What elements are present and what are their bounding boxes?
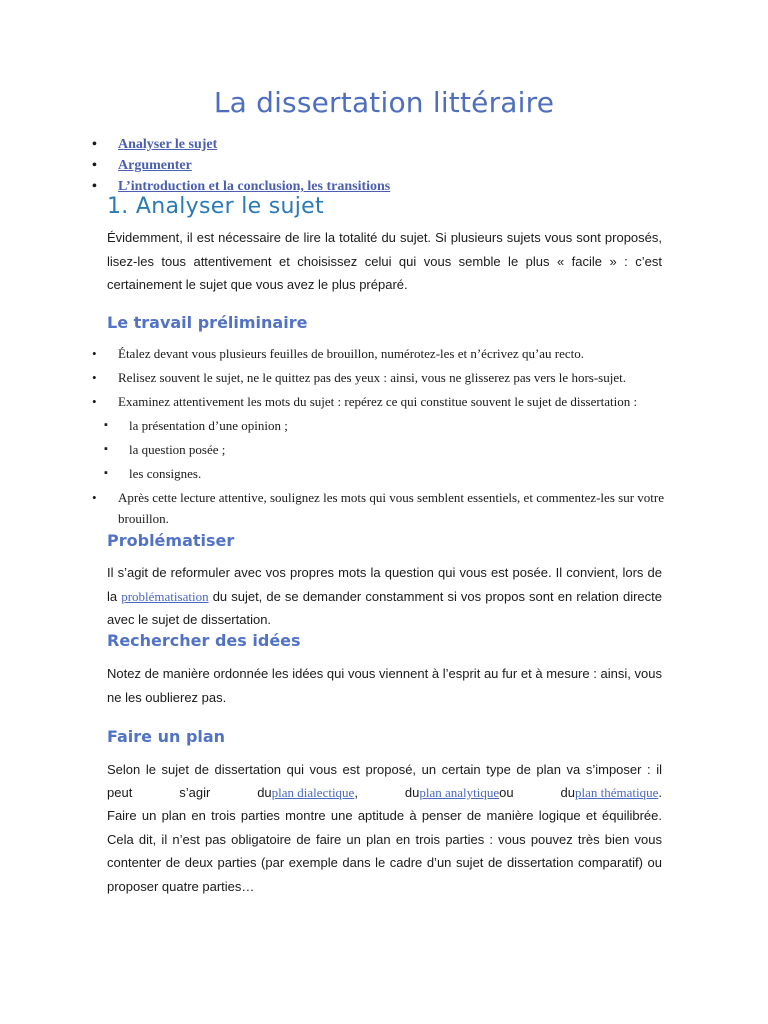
plan-analytique-link[interactable]: plan analytique [419,785,500,800]
plan-links-line [107,781,662,805]
toc-link-introduction[interactable]: L’introduction et la conclusion, les transitions [118,179,391,194]
list-item: • Relisez souvent le sujet, ne le quittez pas des yeux : ainsi, vous ne glisserez pas vers le hors-sujet. [92,367,664,388]
toc-item[interactable] [92,134,390,155]
toc-item[interactable] [92,155,390,176]
problematiser-text-before: Il s’agit de reformuler avec vos propres mots la question qui vous est posée. Il convient, lors de la [107,565,662,604]
plan-du-thematique [561,781,662,805]
idees-paragraph: Notez de manière ordonnée les idées qui vous viennent à l’esprit au fur et à mesure : ainsi, vous ne les oublierez pas. [107,666,662,705]
table-of-contents [92,134,390,197]
section-intro-paragraph: Évidemment, il est nécessaire de lire la totalité du sujet. Si plusieurs sujets vous sont proposés, lisez-les tous attentivement et choisissez celui qui vous semble le plus « facile » : c’est certainement le sujet que vous avez le plus préparé. [107,230,662,292]
plan-word-ou: ou [499,785,514,800]
subheading-faire-un-plan: Faire un plan [107,727,226,746]
subheading-problematiser: Problématiser [107,531,235,550]
toc-link-argumenter[interactable]: Argumenter [118,158,192,173]
list-item: • Étalez devant vous plusieurs feuilles de brouillon, numérotez-les et n’écrivez qu’au recto. [92,343,664,364]
plan-word-sagir: s’agir [179,785,211,800]
plan-word-peut: peut [107,785,133,800]
plan-word-du: du [404,785,420,800]
document-title: La dissertation littéraire [213,86,555,119]
problematisation-link[interactable]: problématisation [121,588,209,604]
plan-dialectique-link[interactable]: plan dialectique [271,785,355,800]
plan-period: . [658,785,662,800]
preliminary-bullet-list [92,343,664,529]
toc-link-analyser[interactable]: Analyser le sujet [118,137,218,152]
section-heading-analyser: 1. Analyser le sujet [107,194,324,219]
sub-list-item: ▪ la présentation d’une opinion ; [92,415,664,436]
plan-thematique-link[interactable]: plan thématique [574,785,659,800]
plan-du-dialectique [257,781,358,805]
problematiser-paragraph [107,561,662,632]
subheading-travail-preliminaire: Le travail préliminaire [107,313,308,332]
problematiser-text-after: du sujet, de se demander constamment si vos propos sont en relation directe avec le sujet de dissertation. [107,588,662,627]
list-item: • Examinez attentivement les mots du sujet : repérez ce qui constitue souvent le sujet de dissertation : [92,391,664,412]
subheading-rechercher-idees: Rechercher des idées [107,631,301,650]
plan-du-analytique [405,781,514,805]
plan-word-du: du [560,785,575,800]
sub-list-item: ▪ la question posée ; [92,439,664,460]
plan-word-du: du [257,785,272,800]
sub-list-item: ▪ les consignes. [92,463,664,484]
plan-comma: , [354,785,358,800]
plan-paragraph-rest: Faire un plan en trois parties montre une aptitude à penser de manière logique et équilibrée. Cela dit, il n’est pas obligatoire de faire un plan en trois parties : vous pouvez très bien vous contenter de deux parties (par exemple dans le cadre d’un sujet de dissertation comparatif) ou proposer quatre parties… [107,808,662,894]
list-item: • Après cette lecture attentive, soulignez les mots qui vous semblent essentiels, et commentez-les sur votre brouillon. [92,487,664,529]
plan-first-line: Selon le sujet de dissertation qui vous est proposé, un certain type de plan va s’imposer : il [107,762,662,777]
